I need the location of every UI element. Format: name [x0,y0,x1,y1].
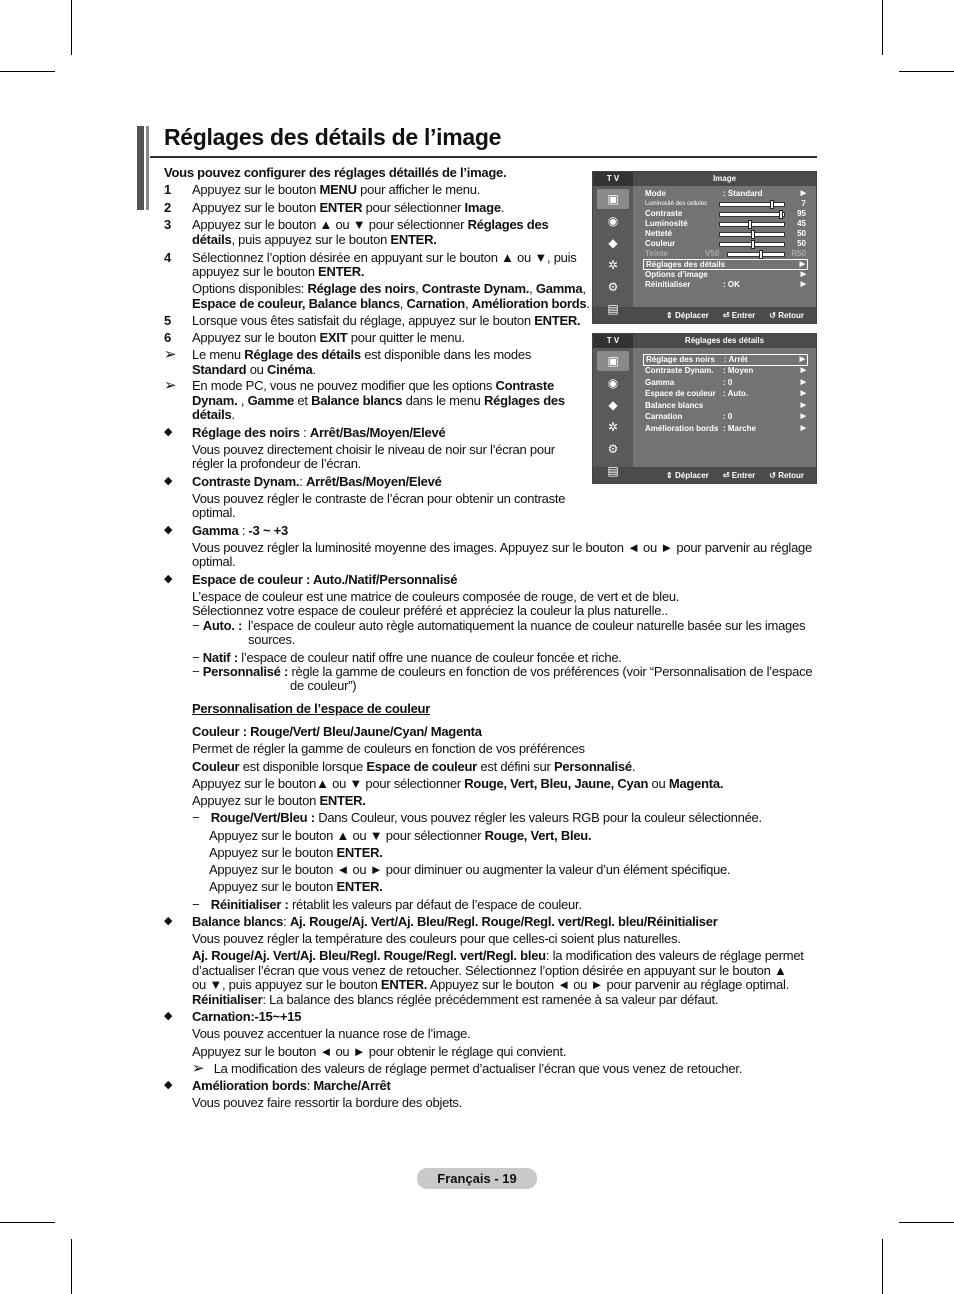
crop-mark [71,0,72,55]
arrow-icon: ➢ [192,1060,205,1077]
tv-screen-image-menu [592,171,817,324]
section-noirs-text: régler la profondeur de l’écran. [192,456,362,471]
tv-item-value: : 0 [723,377,733,387]
tv-item-label: Teinte [645,249,668,258]
reinit-item: − Réinitialiser : rétablit les valeurs par défaut de l’espace de couleur. [192,897,582,912]
section-carnation-text: Appuyez sur le bouton ◄ ou ► pour obtenir le réglage qui convient. [192,1044,567,1059]
tv-menu-item[interactable] [643,189,808,199]
crop-mark [0,71,55,72]
bullet-icon: ◆ [164,524,173,536]
tv-menu-item[interactable] [643,270,808,280]
tv-item-label: Couleur [645,239,676,248]
tv-item-value: 7 [801,199,806,208]
tv-item-label: Amélioration bords [645,423,719,433]
accent-bar [146,126,149,210]
setup-icon[interactable]: ✲ [607,420,619,434]
setup-icon[interactable]: ✲ [607,258,619,272]
tv-slider-knob[interactable] [759,250,763,259]
section-espace-title: ◆ Espace de couleur : Auto./Natif/Personnalisé [164,572,458,587]
triangle-right-icon: ▶ [800,390,806,397]
tv-item-label: Luminosité des cellules [645,201,708,207]
tv-item-value: 95 [797,209,806,218]
section-noirs-text: Vous pouvez directement choisir le niveau de noir sur l’écran pour [192,442,555,457]
tv-menu-item[interactable] [643,219,808,229]
page-number-badge: Français - 19 [417,1168,537,1189]
crop-mark [882,0,883,55]
tv-slider[interactable] [719,242,785,247]
tv-item-value: R50 [791,249,806,258]
section-amelioration-title: ◆ Amélioration bords: Marche/Arrêt [164,1078,391,1093]
tv-slider-knob[interactable] [751,240,755,249]
tv-item-value: : Moyen [723,366,754,375]
section-balance-text: ou ▼, puis appuyez sur le bouton ENTER. Appuyez sur le bouton ◄ ou ► pour parvenir au réglage optimal. [192,977,790,992]
rvb-text: Appuyez sur le bouton ▲ ou ▼ pour sélectionner Rouge, Vert, Bleu. [209,828,592,843]
tv-header: T V Image [593,172,816,186]
couleur-text: Couleur est disponible lorsque Espace de couleur est défini sur Personnalisé. [192,759,636,774]
tv-menu-item[interactable] [643,280,808,290]
tv-menu-item[interactable] [643,199,808,209]
triangle-right-icon: ▶ [800,367,806,374]
sub-heading: Personnalisation de l’espace de couleur [192,701,431,716]
couleur-title: Couleur : Rouge/Vert/ Bleu/Jaune/Cyan/ Magenta [192,724,482,739]
section-balance-text: Vous pouvez régler la température des couleurs pour que celles-ci soient plus naturelles. [192,931,681,946]
bullet-icon: ◆ [164,475,173,487]
rvb-item: − Rouge/Vert/Bleu : Dans Couleur, vous pouvez régler les valeurs RGB pour la couleur sélectionnée. [192,810,762,825]
options-line: Options disponibles: Réglage des noirs, Contraste Dynam., Gamma, [192,281,586,296]
couleur-text: Permet de régler la gamme de couleurs en fonction de vos préférences [192,741,585,756]
options-line-2: Espace de couleur, Balance blancs, Carnation, Amélioration bords. [192,296,590,311]
tv-menu-item[interactable] [643,389,808,401]
enter-hint: ⏎ Entrer [722,470,756,480]
triangle-right-icon: ▶ [799,356,805,363]
tv-item-value: : Marche [723,423,756,433]
tv-slider-knob[interactable] [748,220,752,229]
note-2: ➢ En mode PC, vous ne pouvez modifier que les options Contraste [164,377,554,394]
tv-menu-item[interactable] [643,401,808,413]
tv-menu-item[interactable] [643,249,808,259]
espace-perso-text: de couleur”) [290,678,357,693]
input-icon[interactable]: ⚙ [607,280,619,294]
section-gamma-text: optimal. [192,554,236,569]
crop-mark [71,1239,72,1294]
crop-mark [882,1239,883,1294]
section-carnation-title: ◆ Carnation:-15~+15 [164,1009,302,1024]
bullet-icon: ◆ [164,573,173,585]
tv-slider[interactable] [719,222,785,227]
input-icon[interactable]: ⚙ [607,442,619,456]
tv-slider-left-label: V50 [705,249,720,258]
crop-mark [0,1222,55,1223]
tv-item-label: Carnation [645,412,683,421]
tv-item-value: : Auto. [723,389,749,398]
triangle-right-icon: ▶ [800,281,806,288]
bullet-icon: ◆ [164,426,173,438]
section-gamma-text: Vous pouvez régler la luminosité moyenne des images. Appuyez sur le bouton ◄ ou ► pour parvenir au réglage [192,540,813,555]
return-hint: ↺ Retour [769,310,804,320]
tv-item-value: : 0 [723,412,733,421]
tv-item-label: Contraste Dynam. [645,366,714,375]
section-balance-title: ◆ Balance blancs: Aj. Rouge/Aj. Vert/Aj. Bleu/Regl. Rouge/Regl. vert/Regl. bleu/Réinitialiser [164,914,718,929]
tv-item-label: Mode [645,189,666,198]
crop-mark [899,71,954,72]
step-5: 5 Lorsque vous êtes satisfait du réglage, appuyez sur le bouton ENTER. [164,313,581,328]
section-contraste-text: Vous pouvez régler le contraste de l’écran pour obtenir un contraste [192,491,566,506]
channel-icon[interactable]: ◆ [608,236,618,250]
section-amelioration-text: Vous pouvez faire ressortir la bordure des objets. [192,1095,463,1110]
tv-menu-item[interactable] [643,209,808,219]
note-2-cont: détails. [192,407,235,422]
move-hint: ⇕ Déplacer [666,310,709,320]
tv-item-value: : OK [723,280,740,289]
bullet-icon: ◆ [164,915,173,927]
carnation-note: ➢ La modification des valeurs de réglage permet d’actualiser l’écran que vous venez de retoucher. [192,1060,743,1077]
tv-item-value: : Arrêt [724,355,748,364]
return-hint: ↺ Retour [769,470,804,480]
tv-item-label: Espace de couleur [645,389,716,398]
tv-menu-item[interactable] [643,378,808,390]
tv-menu-item[interactable] [643,412,808,424]
section-gamma-title: ◆ Gamma : -3 ~ +3 [164,523,288,538]
triangle-right-icon: ▶ [800,424,806,432]
couleur-text: Appuyez sur le bouton▲ ou ▼ pour sélectionner Rouge, Vert, Bleu, Jaune, Cyan ou Magenta. [192,776,724,791]
sound-icon[interactable]: ◉ [607,376,619,390]
triangle-right-icon: ▶ [800,271,806,278]
triangle-right-icon: ▶ [800,190,806,197]
tv-item-value: 45 [797,219,806,228]
bullet-icon: ◆ [164,1079,173,1091]
section-contraste-title: ◆ Contraste Dynam.: Arrêt/Bas/Moyen/Elevé [164,474,442,489]
arrow-icon: ➢ [164,346,177,363]
tv-menu-item[interactable] [643,424,808,436]
channel-icon[interactable]: ◆ [608,398,618,412]
tv-slider[interactable] [719,212,785,217]
tv-slider[interactable] [719,202,785,207]
picture-icon[interactable]: ▣ [597,351,629,371]
tv-slider-knob[interactable] [770,200,774,209]
triangle-right-icon: ▶ [799,261,805,268]
triangle-right-icon: ▶ [800,413,806,420]
triangle-right-icon: ▶ [800,401,806,409]
espace-auto-text: sources. [248,632,296,647]
enter-hint: ⏎ Entrer [722,310,756,320]
tv-item-label: Réglage des noirs [646,355,715,364]
tv-slider-knob[interactable] [751,230,755,239]
arrow-icon: ➢ [164,377,177,394]
tv-item-value: : Standard [723,189,763,198]
espace-perso: − Personnalisé : règle la gamme de couleurs en fonction de vos préférences (voir “Personnalisation de l’espace [192,664,813,679]
tv-screen-details-menu [592,333,817,484]
section-espace-text: Sélectionnez votre espace de couleur préféré et appréciez la couleur la plus naturelle.. [192,603,668,618]
rvb-text: Appuyez sur le bouton ENTER. [209,845,383,860]
step-3: 3 Appuyez sur le bouton ▲ ou ▼ pour sélectionner Réglages des [164,217,549,232]
tv-item-label: Luminosité [645,219,688,228]
title-rule [150,156,817,158]
note-2-cont: Dynam. , Gamme et Balance blancs dans le menu Réglages des [192,393,565,408]
step-4: 4 Sélectionnez l’option désirée en appuyant sur le bouton ▲ ou ▼, puis [164,250,577,265]
tv-menu-item[interactable] [643,229,808,239]
tv-sidebar [593,186,633,316]
tv-menu-list [633,186,816,307]
note-1: ➢ Le menu Réglage des détails est disponible dans les modes [164,346,532,363]
triangle-right-icon: ▶ [800,378,806,386]
rvb-text: Appuyez sur le bouton ENTER. [209,879,383,894]
move-hint: ⇕ Déplacer [666,470,709,480]
section-balance-text: d’actualiser l’écran que vous venez de retoucher. Sélectionnez l’option désirée en appuyant sur le bouton ▲ [192,963,787,978]
tv-item-label: Netteté [645,229,673,238]
espace-auto: − Auto. : [192,618,243,633]
note-1-cont: Standard ou Cinéma. [192,362,316,377]
tv-sidebar [593,348,633,478]
step-1: 1 Appuyez sur le bouton MENU pour afficher le menu. [164,182,481,197]
tv-slider[interactable] [719,232,785,237]
tv-item-value: 50 [797,229,806,238]
bullet-icon: ◆ [164,1010,173,1022]
tv-menu-item[interactable] [643,239,808,249]
step-2: 2 Appuyez sur le bouton ENTER pour sélectionner Image. [164,200,505,215]
section-contraste-text: optimal. [192,505,236,520]
accent-bar [137,126,144,210]
step-6: 6 Appuyez sur le bouton EXIT pour quitter le menu. [164,330,465,345]
tv-menu-item[interactable] [643,354,808,366]
tv-menu-item[interactable] [643,366,808,378]
rvb-text: Appuyez sur le bouton ◄ ou ► pour diminuer ou augmenter la valeur d’un élément spécifique. [209,862,731,877]
tv-slider-knob[interactable] [779,210,783,219]
section-carnation-text: Vous pouvez accentuer la nuance rose de l’image. [192,1026,471,1041]
section-espace-text: L’espace de couleur est une matrice de couleurs composée de rouge, de vert et de bleu. [192,589,680,604]
crop-mark [899,1222,954,1223]
tv-item-label: Balance blancs [645,400,704,410]
section-noirs-title: ◆ Réglage des noirs : Arrêt/Bas/Moyen/Elevé [164,425,446,440]
step-4-cont: appuyez sur le bouton ENTER. [192,264,365,279]
intro-heading: Vous pouvez configurer des réglages détaillés de l’image. [164,165,507,180]
tv-item-label: Réinitialiser [645,280,691,289]
tv-item-label: Options d’image [645,270,708,279]
tv-item-value: 50 [797,239,806,248]
sound-icon[interactable]: ◉ [607,214,619,228]
tv-item-label: Contraste [645,209,683,218]
picture-icon[interactable]: ▣ [597,189,629,209]
digital-icon[interactable]: ▤ [607,464,619,478]
tv-menu-list [633,348,816,467]
page-title: Réglages des détails de l’image [164,124,502,150]
tv-menu-item[interactable] [643,259,808,270]
couleur-text: Appuyez sur le bouton ENTER. [192,793,366,808]
tv-slider[interactable] [727,252,785,257]
tv-item-label: Gamma [645,377,675,387]
espace-natif: − Natif : l’espace de couleur natif offre une nuance de couleur foncée et riche. [192,650,622,665]
section-balance-text: Réinitialiser: La balance des blancs réglée précédemment est ramenée à sa valeur par défaut. [192,992,719,1007]
tv-item-label: Réglages des détails [646,260,726,269]
espace-auto-text: l’espace de couleur auto règle automatiquement la nuance de couleur naturelle basée sur les images [248,618,806,633]
step-3-cont: détails, puis appuyez sur le bouton ENTER. [192,232,437,247]
tv-header: T V Réglages des détails [593,334,816,348]
section-balance-text: Aj. Rouge/Aj. Vert/Aj. Bleu/Regl. Rouge/Regl. vert/Regl. bleu: la modification des valeurs de réglage permet [192,948,804,963]
digital-icon[interactable]: ▤ [607,302,619,316]
